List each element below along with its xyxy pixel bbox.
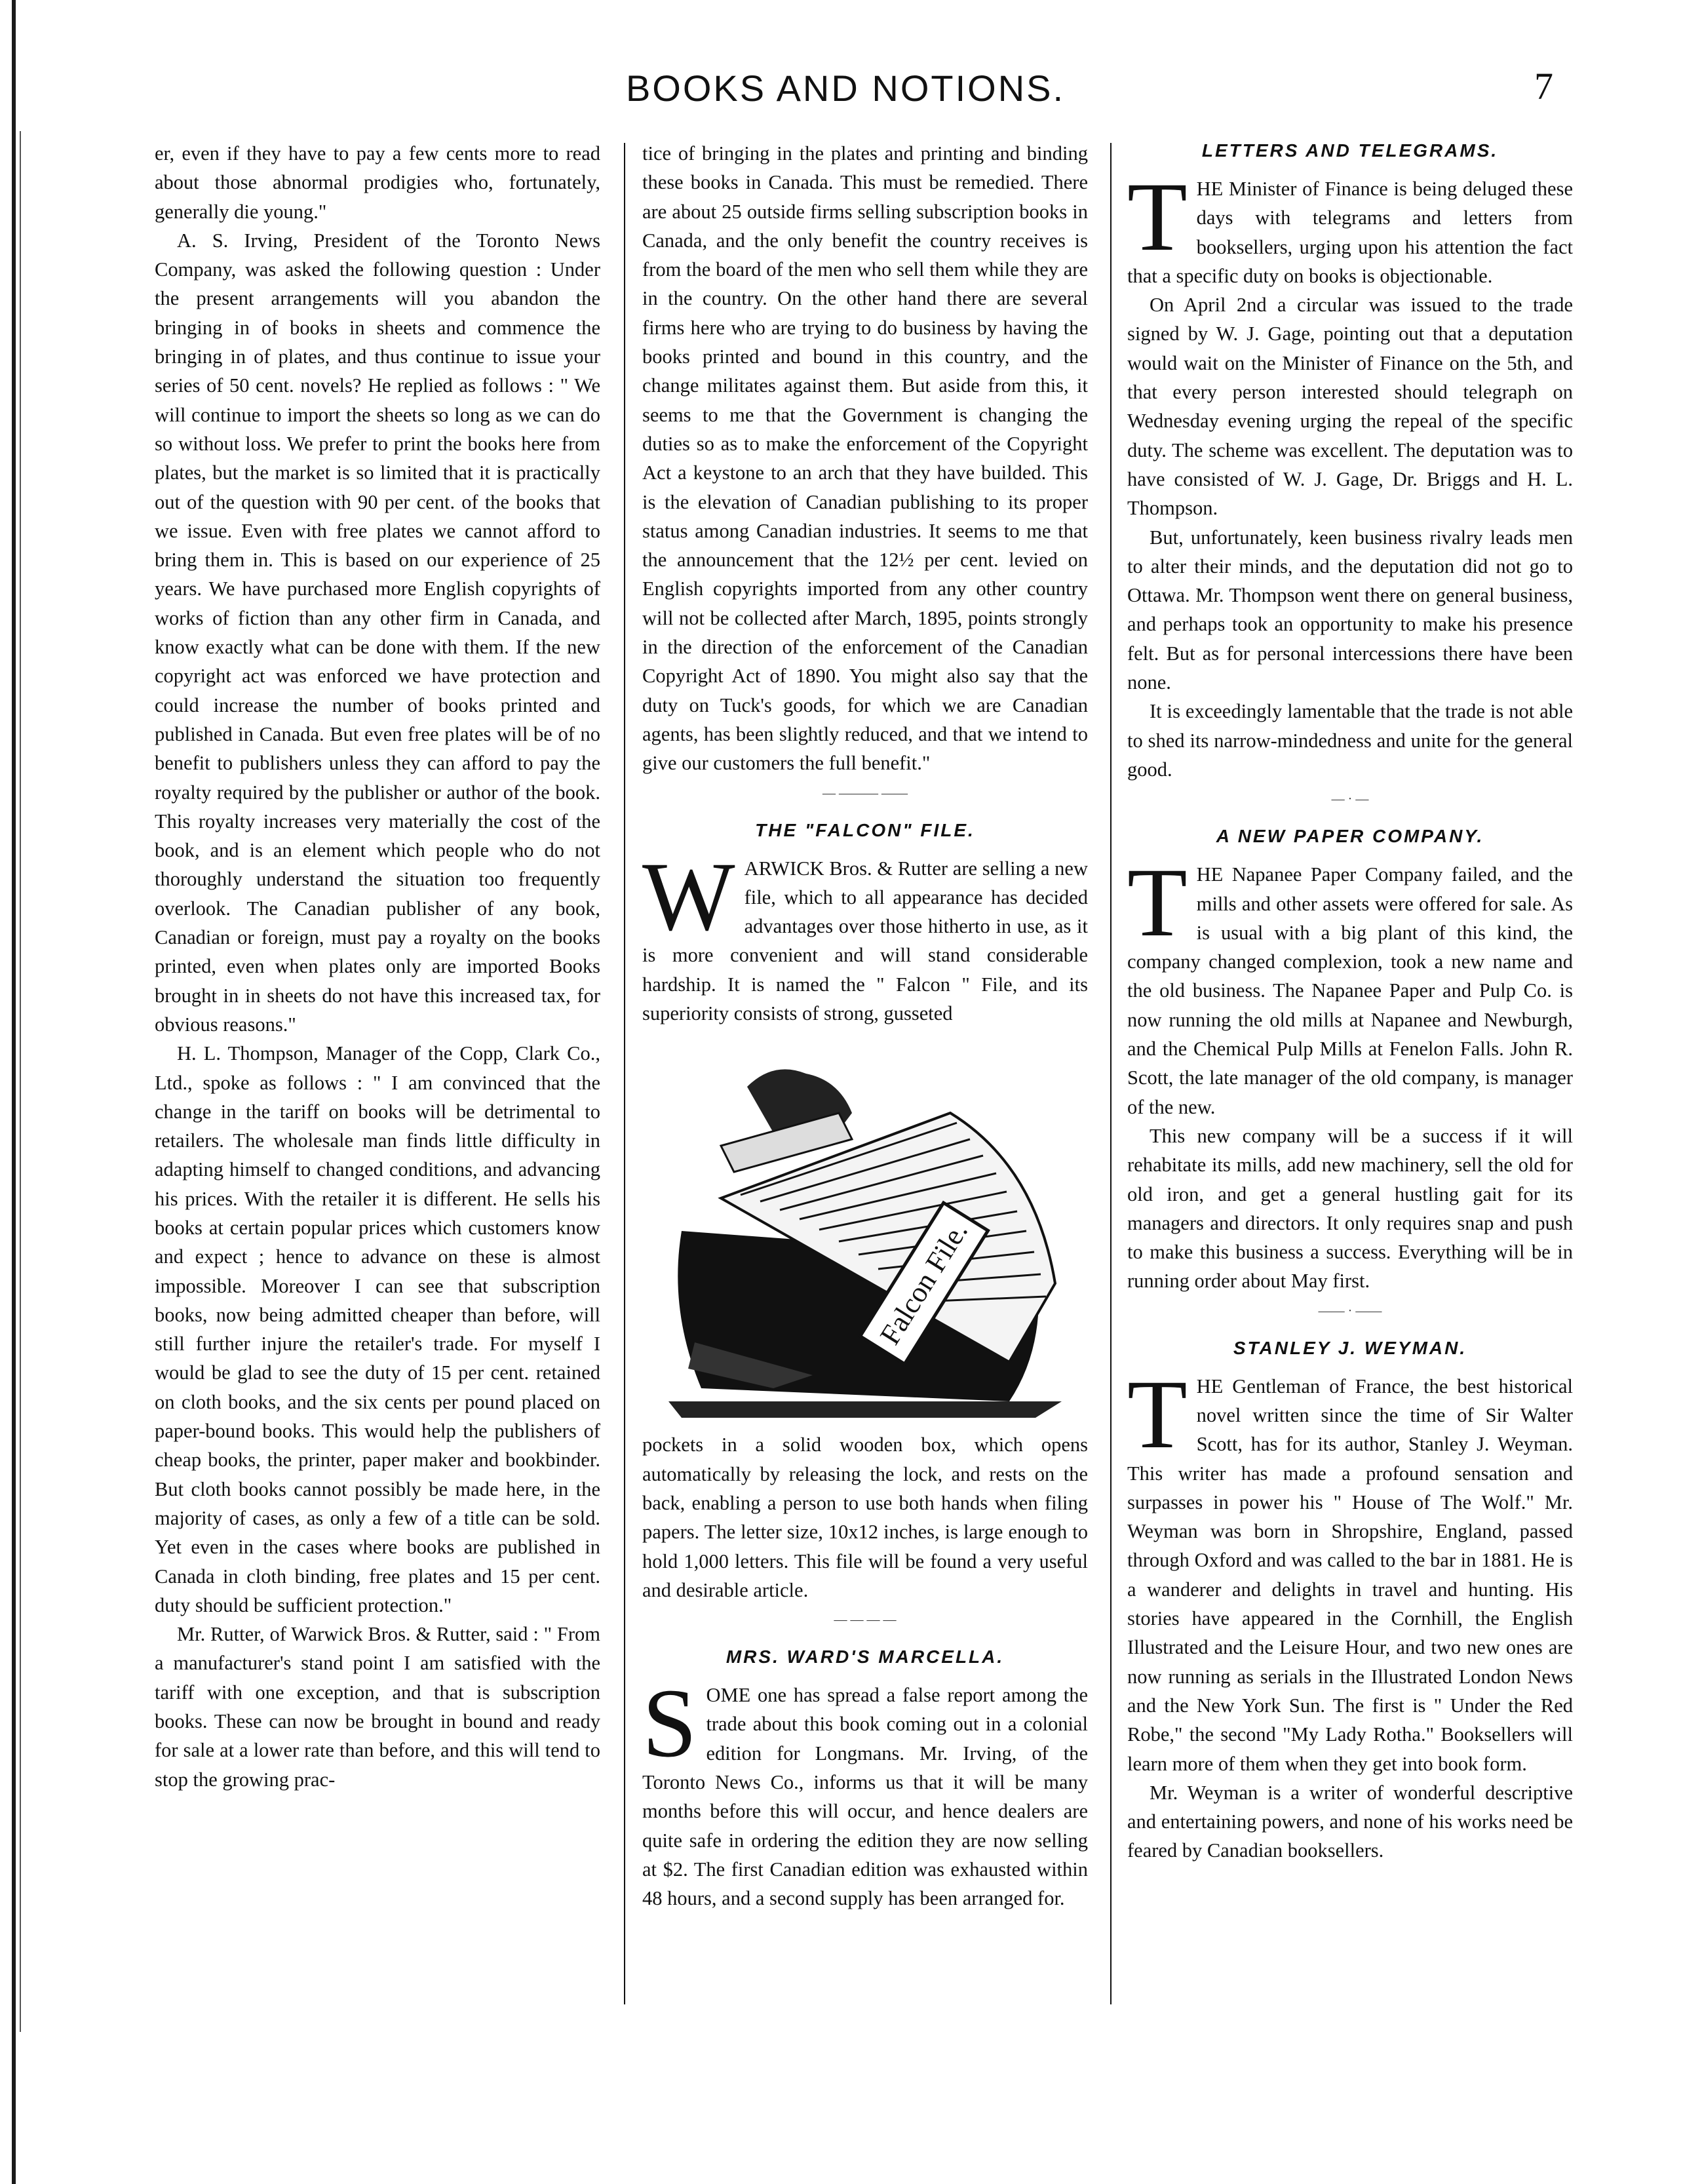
falcon-file-drawing (642, 1034, 1088, 1421)
drop-cap: T (1127, 848, 1188, 958)
falcon-file-label: Falcon File. (874, 1216, 975, 1351)
paragraph-text: HE Napanee Paper Company failed, and the mills and other assets were offered for sale. As is usual with a big plant of this kind, the company changed complexion, took a new name and the old business. The Napanee Paper and Pulp Co. is now running the old mills at Napanee and Newburgh, and the Chemical Pulp Mills at Fenelon Falls. John R. Scott, the late manager of the old company, is manager of the new. (1127, 863, 1573, 1118)
paragraph (642, 1669, 1088, 1913)
column-2 (642, 139, 1088, 1913)
section-heading-falcon-file: THE "FALCON" FILE. (755, 819, 975, 840)
paragraph: On April 2nd a circular was issued to the trade signed by W. J. Gage, pointing out that a deputation would wait on the Minister of Finance on the 5th, and that every person interested should telegraph on Wednesday evening urging the repeal of the specific duty. The scheme was excellent. The deputation was to have consisted of W. J. Gage, Dr. Briggs and H. L. Thompson. (1127, 294, 1573, 520)
running-title: BOOKS AND NOTIONS. (625, 68, 1066, 109)
paragraph-text: HE Gentleman of France, the best historical novel written since the time of Sir Walter Scott, has for its author, Stanley J. Weyman. This writer has made a profound sensation and surpasses in power his " House of The Wolf." Mr. Weyman was born in Shropshire, England, passed through Oxford and was called to the bar in 1881. He is a wanderer and delights in travel and hunting. His stories have appeared in the Cornhill, the English Illustrated and the Leisure Hour, and two new ones are now running as serials in the Illustrated London News and the New York Sun. The first is " Under the Red Robe," the second "My Lady Rotha." Booksellers will learn more of them when they get into book form. (1127, 1375, 1573, 1775)
drop-cap: T (1127, 1359, 1188, 1469)
paragraph: This new company will be a success if it will rehabitate its mills, add new machinery, sell the old for old iron, and get a general hustling gait for its managers and directors. It only requires snap and push to make this business a success. Everything will be in running order about May first. (1127, 1124, 1573, 1293)
paragraph: H. L. Thompson, Manager of the Copp, Clark Co., Ltd., spoke as follows : " I am convinced that the change in the tariff on books will be detrimental to retailers. The wholesale man finds little difficulty in adapting himself to changed conditions, and advancing his prices. With the retailer it is different. He sells his books at certain popular prices which customers know and expect ; hence to advance on these is almost impossible. Moreover I can see that subscription books, now being admitted cheaper than before, will still further injure the retailer's trade. For myself I would be glad to see the duty of 15 per cent. retained on cloth books, and the six cents per pound placed on paper-bound books. This would help the publishers of cheap books, the printer, paper maker and bookbinder. But cloth books cannot possibly be made here, in the majority of cases, as only a few of a title can be sold. Yet even in the cases where books are published in Canada in cloth binding, free plates and 15 per cent. duty should be sufficient protection." (155, 1042, 600, 1616)
paragraph: A. S. Irving, President of the Toronto News Company, was asked the following question : Under the present arrangements will you abandon the bringing in of books in sheets and commence the bringing in of plates, and thus continue to issue your series of 50 cent. novels? He replied as follows : " We will continue to import the sheets so long as we can do so without loss. We prefer to print the books here from plates, but the market is so limited that it is practically out of the question with 90 per cent. of the books that we issue. Even with free plates we cannot afford to bring them in. This is based on our experience of 25 years. We have purchased more English copyrights of works of fiction than any other firm in Canada, and know exactly what can be done with them. If the new copyright act was enforced we have protection and could increase the number of books printed and published in Canada. But even free plates will be of no benefit to publishers unless they can afford to pay the royalty required by the publisher or author of the book. This royalty increases very materially the cost of the book, and is an element which people who do not thoroughly understand the situation too frequently overlook. The Canadian publisher of any book, Canadian or foreign, must pay a royalty on the books printed, even when plates only are imported Books brought in in sheets do not have this increased tax, for obvious reasons." (155, 229, 600, 1036)
column-rule-right (1110, 143, 1112, 2004)
section-separator: — — — — (834, 1612, 897, 1628)
paragraph: Mr. Rutter, of Warwick Bros. & Rutter, said : " From a manufacturer's stand point I am satisfied with the tariff with one exception, and that is subscription books. These can now be brought in bound and ready for sale at a lower rate than before, and this will tend to stop the growing prac- (155, 1623, 600, 1791)
paragraph-text: HE Minister of Finance is being deluged these days with telegrams and letters from booksellers, urging upon his attention the fact that a specific duty on books is objectionable. (1127, 178, 1573, 287)
paragraph: pockets in a solid wooden box, which opens automatically by releasing the lock, and rests on the back, enabling a person to use both hands when filing papers. The letter size, 10x12 inches, is large enough to hold 1,000 letters. This file will be found a very useful and desirable article. (642, 1433, 1088, 1601)
paragraph: It is exceedingly lamentable that the trade is not able to shed its narrow-mindedness and unite for the general good. (1127, 700, 1573, 781)
falcon-file-illustration (642, 1034, 1088, 1421)
drop-cap: W (642, 842, 735, 951)
section-separator: —— · —— (1318, 1303, 1382, 1318)
paragraph: tice of bringing in the plates and printing and binding these books in Canada. This must be remedied. There are about 25 outside firms selling subscription books in Canada, and the only benefit the country receives is from the board of the men who sell them while they are in the country. On the other hand there are several firms here who are trying to do business by having the books printed and bound in this country, and the change militates against them. But aside from this, it seems to me that the Government is changing the duties so as to make the enforcement of the Copyright Act a keystone to an arch that they have builded. This is the elevation of Canadian publishing to its proper status among Canadian industries. It seems to me that the announcement that the 12½ per cent. levied on English copyrights imported from any other country will not be collected after March, 1895, points strongly in the direction of the enforcement of the Canadian Copyright Act of 1890. You might also say that the duty on Tuck's goods, for which we are Canadian agents, has been slightly reduced, and that we intend to give our customers the full benefit." (642, 142, 1088, 775)
section-heading-letters: LETTERS AND TELEGRAMS. (1201, 140, 1499, 161)
column-1 (155, 139, 600, 1794)
paragraph: er, even if they have to pay a few cents more to read about those abnormal prodigies who, fortunately, generally die young." (155, 142, 600, 223)
paragraph: Mr. Weyman is a writer of wonderful descriptive and entertaining powers, and none of his works need be feared by Canadian booksellers. (1127, 1781, 1573, 1862)
section-heading-paper-company: A NEW PAPER COMPANY. (1216, 826, 1484, 847)
paragraph (1127, 848, 1573, 1121)
section-heading-weyman: STANLEY J. WEYMAN. (1233, 1337, 1467, 1358)
section-separator: — ——— —— (822, 785, 908, 800)
page-binding-edge (12, 0, 16, 2184)
paragraph (1127, 1359, 1573, 1778)
page-header (138, 60, 1553, 119)
page-binding-shadow (20, 131, 21, 2032)
paragraph-text: ARWICK Bros. & Rutter are selling a new file, which to all appearance has decided advantages over those hitherto in use, as it is more convenient and will stand considerable hardship. It is named the " Falcon " File, and its superiority consists of strong, gusseted (642, 857, 1088, 1025)
section-heading-marcella: MRS. WARD'S MARCELLA. (725, 1647, 1005, 1667)
paragraph: But, unfortunately, keen business rivalry leads men to alter their minds, and the deputation did not go to Ottawa. Mr. Thompson went there on general business, and perhaps took an opportunity to make his presence felt. But as for personal intercessions there have been none. (1127, 526, 1573, 694)
column-rule-left (624, 143, 625, 2004)
paragraph (1127, 163, 1573, 290)
paragraph (642, 842, 1088, 1028)
drop-cap: S (642, 1669, 697, 1778)
page-number: 7 (1534, 65, 1553, 107)
paragraph-text: OME one has spread a false report among the trade about this book coming out in a colonial edition for Longmans. Mr. Irving, of the Toronto News Co., informs us that it will be many months before this will occur, and hence dealers are quite safe in ordering the edition they are now selling at $2. The first Canadian edition was exhausted within 48 hours, and a second supply has been arranged for. (642, 1684, 1088, 1910)
section-separator: — · — (1331, 792, 1369, 807)
column-3 (1127, 139, 1573, 1865)
drop-cap: T (1127, 163, 1188, 271)
